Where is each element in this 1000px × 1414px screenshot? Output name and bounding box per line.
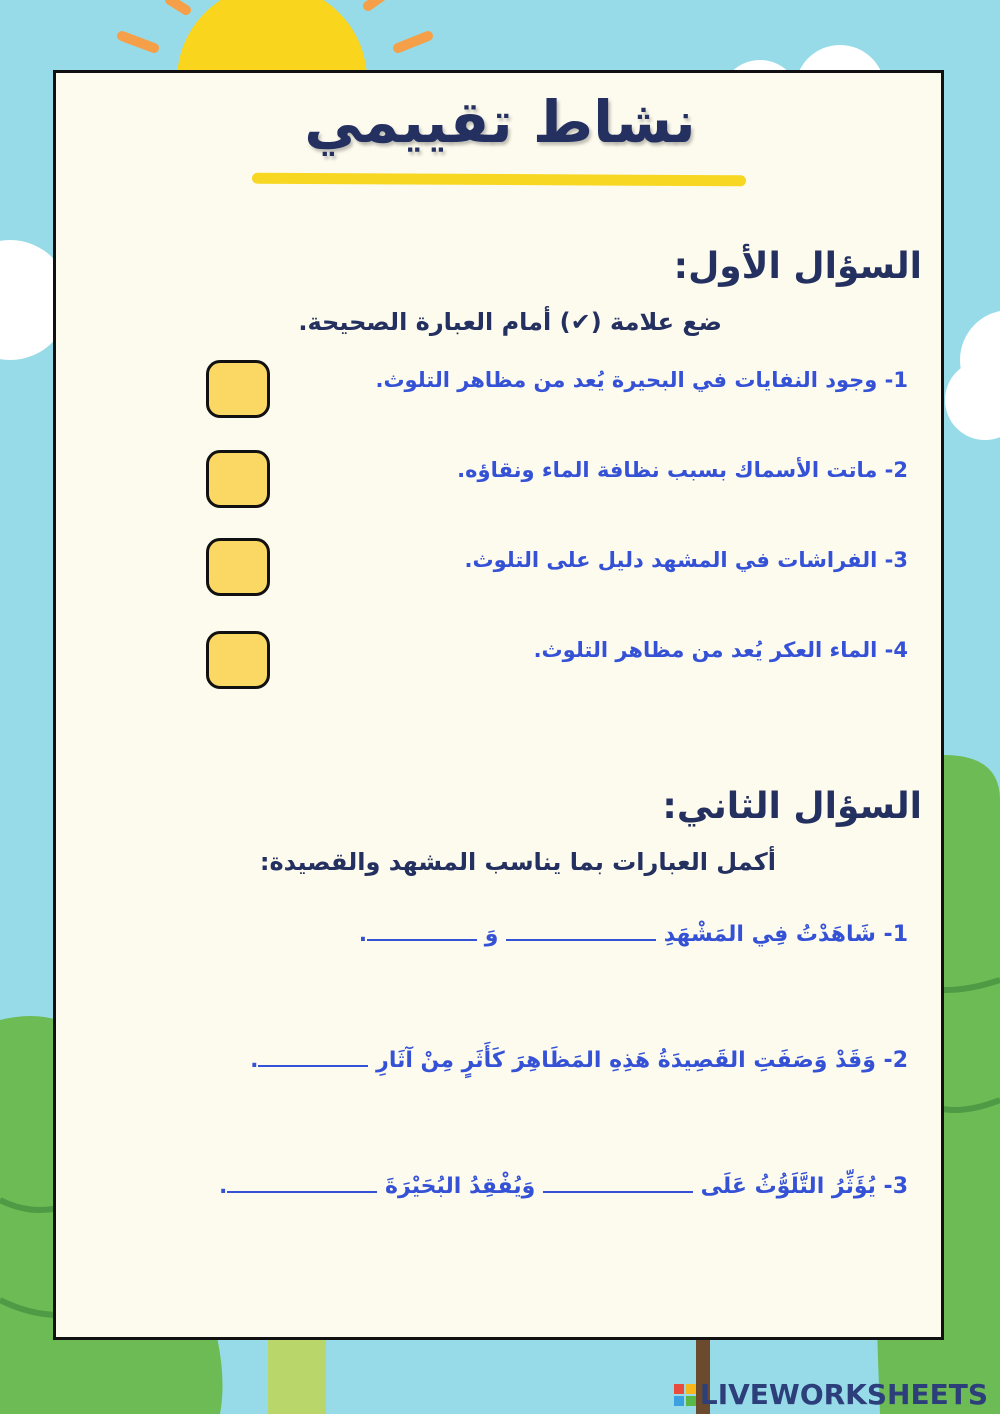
statement-3: 3- الفراشات في المشهد دليل على التلوث.: [464, 548, 908, 572]
trunk: [268, 1340, 326, 1414]
fill-item-3-end: .: [219, 1174, 228, 1199]
fill-item-2: [250, 1048, 908, 1073]
fill-item-1-end: .: [358, 922, 368, 947]
liveworksheets-logo[interactable]: [674, 1378, 988, 1411]
question2-heading: السؤال الثاني:: [662, 786, 922, 827]
fill-item-3: [219, 1174, 908, 1199]
checkbox-4[interactable]: [206, 631, 270, 689]
checkbox-2[interactable]: [206, 450, 270, 508]
question1-heading: السؤال الأول:: [673, 246, 922, 287]
statement-4: 4- الماء العكر يُعد من مظاهر التلوث.: [533, 638, 908, 662]
fill-item-2-end: .: [250, 1048, 259, 1073]
fill-item-3-part-a: 3- يُؤَثِّرُ التَّلَوُّثُ عَلَى: [700, 1174, 908, 1199]
fill-item-3-blank-1[interactable]: [543, 1175, 693, 1193]
worksheet-title: نشاط تقييمي: [304, 88, 696, 156]
fill-item-1-blank-2[interactable]: [367, 923, 477, 941]
checkbox-3[interactable]: [206, 538, 270, 596]
fill-item-2-blank-1[interactable]: [258, 1049, 368, 1067]
fill-item-3-blank-2[interactable]: [227, 1175, 377, 1193]
fill-item-1-blank-1[interactable]: [506, 923, 656, 941]
fill-item-2-part-a: 2- وَقَدْ وَصَفَتِ القَصِيدَةُ هَذِهِ المَظَاهِرَ كَأَثَرٍ مِنْ آثَارِ: [376, 1048, 908, 1073]
fill-item-1: [359, 922, 908, 947]
checkbox-1[interactable]: [206, 360, 270, 418]
fill-item-3-part-b: وَيُفْقِدُ البُحَيْرَةَ: [385, 1174, 536, 1199]
question1-instruction: ضع علامة (✔) أمام العبارة الصحيحة.: [298, 308, 722, 336]
liveworksheets-logo-icon: [674, 1384, 696, 1406]
statement-2: 2- ماتت الأسماك بسبب نظافة الماء ونقاؤه.: [457, 458, 908, 482]
liveworksheets-logo-text: LIVEWORKSHEETS: [699, 1378, 988, 1411]
question2-instruction: أكمل العبارات بما يناسب المشهد والقصيدة:: [259, 848, 776, 876]
fill-item-1-part-a: 1- شَاهَدْتُ فِي المَشْهَدِ: [663, 922, 908, 947]
fill-item-1-part-b: وَ: [484, 922, 499, 947]
statement-1: 1- وجود النفايات في البحيرة يُعد من مظاهر التلوث.: [375, 368, 908, 392]
